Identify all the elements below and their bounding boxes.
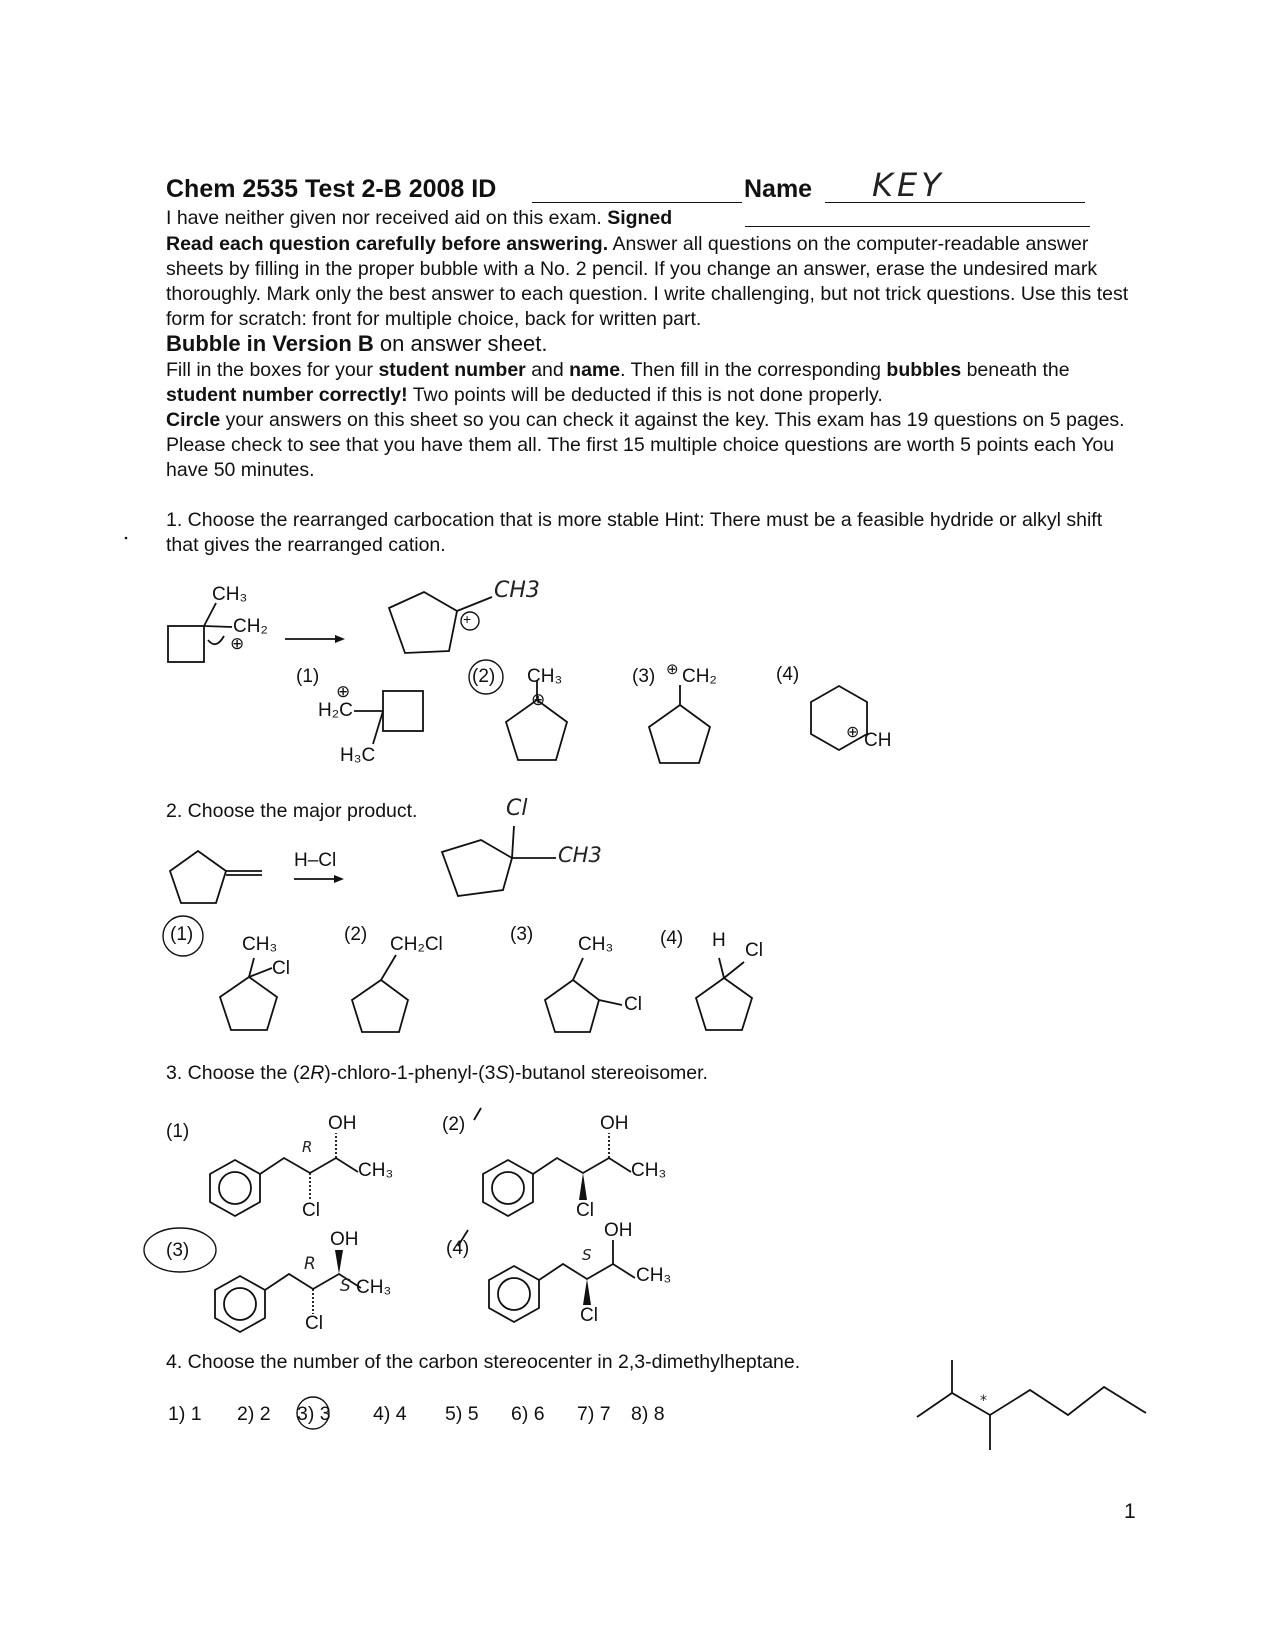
name-label: Name <box>744 175 813 203</box>
q3-opt1-ch3: CH₃ <box>358 1160 394 1181</box>
q1-reactant-ch2: CH₂ <box>233 616 268 637</box>
q1-reactant-plus: ⊕ <box>230 634 245 653</box>
q3-option-2-label: (2) <box>442 1114 466 1135</box>
q1-hw-ch3: CH3 <box>494 578 540 603</box>
q3-opt3-hw-r: R <box>304 1254 316 1274</box>
q2-opt3-ch3: CH₃ <box>578 934 614 955</box>
q1-hw-plus: + <box>463 611 472 627</box>
honor-statement: I have neither given nor received aid on this exam. Signed <box>166 207 673 229</box>
q4-option-5: 5) 5 <box>445 1403 479 1425</box>
q4-prompt: 4. Choose the number of the carbon stereocenter in 2,3-dimethylheptane. <box>166 1351 801 1373</box>
instructions-read: Read each question carefully before answering. Answer all questions on the computer-readable answer sheets by filling in the proper bubble with a No. 2 pencil. If you change an answer, erase the undesired mark thoroughly. Mark only the best answer to each question. I write challenging, but not trick questions. Use this test form for scratch: front for multiple choice, back for written part. <box>166 233 1129 330</box>
q1-opt4-ch: CH <box>864 730 892 751</box>
instructions-fill: Fill in the boxes for your student number and name. Then fill in the corresponding bubbles beneath the student number correctly! Two points will be deducted if this is not done properly. Circle your answers on this sheet so you can check it against the key. This exam has 19 questions on 5 pages. Please check to see that you have them all. The first 15 multiple choice questions are worth 5 points each You have 50 minutes. <box>166 359 1125 481</box>
q1-opt4-plus: ⊕ <box>846 724 860 741</box>
q2-opt3-cl: Cl <box>624 994 642 1015</box>
q3-opt3-ch3: CH₃ <box>356 1277 392 1298</box>
q2-hw-ch3: CH3 <box>558 843 602 867</box>
q3-opt1-oh: OH <box>328 1113 357 1134</box>
q1-opt1-h3c: H₃C <box>340 745 376 766</box>
q4-option-6: 6) 6 <box>511 1403 545 1425</box>
q1-reactant-ch3: CH₃ <box>212 584 248 605</box>
q3-opt1-cl: Cl <box>302 1200 320 1221</box>
q1-option-3-label: (3) <box>632 666 656 687</box>
q3-option-1-label: (1) <box>166 1121 190 1142</box>
q2-opt4-cl: Cl <box>745 940 763 961</box>
q2-option-4-label: (4) <box>660 928 684 949</box>
q2-prompt: 2. Choose the major product. <box>166 800 418 822</box>
q1-opt3-ch2: CH₂ <box>682 666 717 687</box>
q4-option-4: 4) 4 <box>373 1403 407 1425</box>
q1-opt1-plus: ⊕ <box>336 682 351 701</box>
q3-opt4-cl: Cl <box>580 1305 598 1326</box>
q1-prompt: 1. Choose the rearranged carbocation that is more stable Hint: There must be a feasible hydride or alkyl shift that gives the rearranged cation. <box>166 509 1103 556</box>
q3-opt2-cl: Cl <box>576 1200 594 1221</box>
q2-opt2-ch2cl: CH₂Cl <box>390 934 443 955</box>
instructions-version: Bubble in Version B on answer sheet. <box>166 331 548 356</box>
q3-opt3-cl: Cl <box>305 1313 323 1334</box>
q3-opt4-oh: OH <box>604 1220 633 1241</box>
q1-opt2-plus: ⊕ <box>531 690 546 709</box>
q3-opt4-ch3: CH₃ <box>636 1265 672 1286</box>
page-number: 1 <box>1124 1500 1136 1523</box>
q2-option-1-label: (1) <box>170 924 194 945</box>
q1-option-2-label: (2) <box>472 666 496 687</box>
q2-opt1-ch3: CH₃ <box>242 934 278 955</box>
q2-option-3-label: (3) <box>510 924 534 945</box>
q3-opt1-hw-r: R <box>302 1138 313 1156</box>
q4-option-1: 1) 1 <box>168 1403 202 1425</box>
q4-option-2: 2) 2 <box>237 1403 271 1425</box>
q2-opt1-cl: Cl <box>272 958 290 979</box>
q2-option-2-label: (2) <box>344 924 368 945</box>
q3-opt3-oh: OH <box>330 1229 359 1250</box>
q3-opt4-hw-s: S <box>582 1246 592 1264</box>
q1-option-4-label: (4) <box>776 664 800 685</box>
q1-opt3-plus: ⊕ <box>666 661 679 678</box>
q3-prompt: 3. Choose the (2R)-chloro-1-phenyl-(3S)-butanol stereoisomer. <box>166 1062 708 1084</box>
q1-opt1-h2c: H₂C <box>318 700 353 721</box>
q4-answer-circle <box>297 1397 329 1429</box>
q4-option-3: 3) 3 <box>297 1403 331 1425</box>
q3-opt3-hw-s: S <box>340 1276 351 1296</box>
q4-hw-star: * <box>980 1393 987 1409</box>
q2-reagent: H–Cl <box>294 850 337 871</box>
q3-option-4-label: (4) <box>446 1238 470 1259</box>
q2-hw-cl: Cl <box>506 796 528 821</box>
q1-opt2-ch3: CH₃ <box>527 666 563 687</box>
q3-option-3-label: (3) <box>166 1240 190 1261</box>
q4-option-7: 7) 7 <box>577 1403 611 1425</box>
handwritten-name-key: KEY <box>872 166 945 204</box>
q3-opt2-oh: OH <box>600 1113 629 1134</box>
q1-option-1-label: (1) <box>296 666 320 687</box>
q2-opt4-h: H <box>712 930 726 951</box>
q4-option-8: 8) 8 <box>631 1403 665 1425</box>
page-title: Chem 2535 Test 2-B 2008 ID <box>166 175 497 203</box>
q3-opt2-ch3: CH₃ <box>631 1160 667 1181</box>
